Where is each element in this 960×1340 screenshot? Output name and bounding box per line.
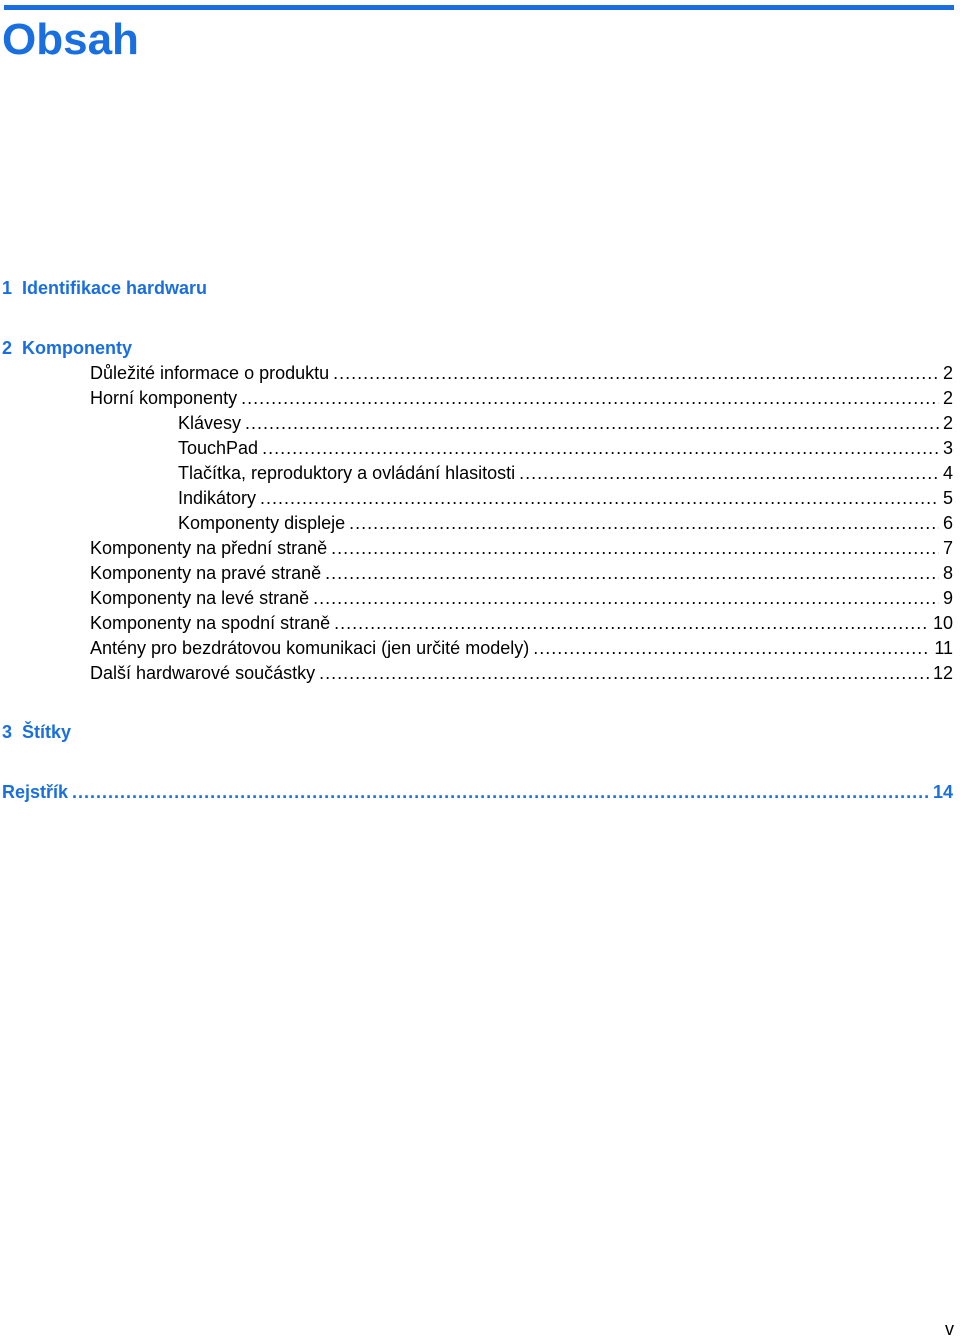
toc-entry-prava-strana[interactable] — [90, 562, 953, 584]
toc-entry-klavesy[interactable] — [178, 412, 953, 434]
page-number: v — [945, 1319, 954, 1339]
toc-entry-label: Antény pro bezdrátovou komunikaci (jen určité modely) — [90, 638, 530, 658]
toc-entry-page: 7 — [942, 538, 953, 558]
chapter-number: 1 — [2, 278, 13, 298]
toc-entry-label: Klávesy — [178, 413, 242, 433]
toc-entry-label: Důležité informace o produktu — [90, 363, 330, 383]
toc-entry-page: 2 — [942, 413, 953, 433]
toc-entry-page: 8 — [942, 563, 953, 583]
toc-entry-page: 3 — [942, 438, 953, 458]
dot-leader — [533, 637, 930, 659]
toc-entry-page: 12 — [932, 663, 953, 683]
toc-entry-anteny[interactable] — [90, 637, 953, 659]
toc-entry-leva-strana[interactable] — [90, 587, 953, 609]
chapter-title: Identifikace hardwaru — [22, 278, 208, 298]
chapter-title: Komponenty — [22, 338, 132, 358]
toc-entry-spodni-strana[interactable] — [90, 612, 953, 634]
toc-entry-touchpad[interactable] — [178, 437, 953, 459]
dot-leader — [519, 462, 939, 484]
dot-leader — [313, 587, 939, 609]
toc-entry-label: TouchPad — [178, 438, 259, 458]
toc-entry-predni-strana[interactable] — [90, 537, 953, 559]
toc-entry-komponenty-displeje[interactable] — [178, 512, 953, 534]
toc-entry-label: Komponenty na pravé straně — [90, 563, 322, 583]
chapter-number: 3 — [2, 722, 13, 742]
top-rule — [4, 5, 954, 10]
chapter-title: Štítky — [22, 722, 72, 742]
chapter-2-link[interactable] — [2, 337, 132, 359]
dot-leader — [331, 537, 939, 559]
toc-entry-label: Komponenty na spodní straně — [90, 613, 331, 633]
toc-entry-page: 4 — [942, 463, 953, 483]
toc-entry-indikatory[interactable] — [178, 487, 953, 509]
dot-leader — [241, 387, 939, 409]
toc-entry-page: 9 — [942, 588, 953, 608]
index-entry-label: Rejstřík — [2, 782, 69, 802]
toc-entry-label: Indikátory — [178, 488, 257, 508]
index-entry-link[interactable] — [2, 781, 953, 803]
dot-leader — [319, 662, 929, 684]
toc-entry-page: 2 — [942, 363, 953, 383]
page-title: Obsah — [2, 15, 139, 64]
toc-entry-page: 11 — [934, 638, 953, 658]
chapter-1-link[interactable] — [2, 277, 207, 299]
toc-entry-label: Komponenty na přední straně — [90, 538, 328, 558]
toc-entry-dulezite-informace[interactable] — [90, 362, 953, 384]
dot-leader — [262, 437, 939, 459]
toc-entry-page: 6 — [942, 513, 953, 533]
dot-leader — [245, 412, 939, 434]
dot-leader — [260, 487, 939, 509]
chapter-3-link[interactable] — [2, 721, 71, 743]
toc-entry-page: 2 — [942, 388, 953, 408]
dot-leader — [72, 781, 929, 803]
dot-leader — [333, 362, 939, 384]
toc-entry-tlacitka[interactable] — [178, 462, 953, 484]
dot-leader — [334, 612, 929, 634]
toc-entry-label: Horní komponenty — [90, 388, 238, 408]
toc-entry-label: Komponenty displeje — [178, 513, 346, 533]
toc-entry-label: Tlačítka, reproduktory a ovládání hlasitosti — [178, 463, 516, 483]
toc-entry-page: 5 — [942, 488, 953, 508]
toc-entry-page: 10 — [932, 613, 953, 633]
toc-entry-horni-komponenty[interactable] — [90, 387, 953, 409]
toc-entry-label: Další hardwarové součástky — [90, 663, 316, 683]
dot-leader — [325, 562, 939, 584]
toc-entry-dalsi-soucastky[interactable] — [90, 662, 953, 684]
dot-leader — [349, 512, 939, 534]
index-entry-page: 14 — [932, 782, 953, 802]
toc-entry-label: Komponenty na levé straně — [90, 588, 310, 608]
chapter-number: 2 — [2, 338, 13, 358]
